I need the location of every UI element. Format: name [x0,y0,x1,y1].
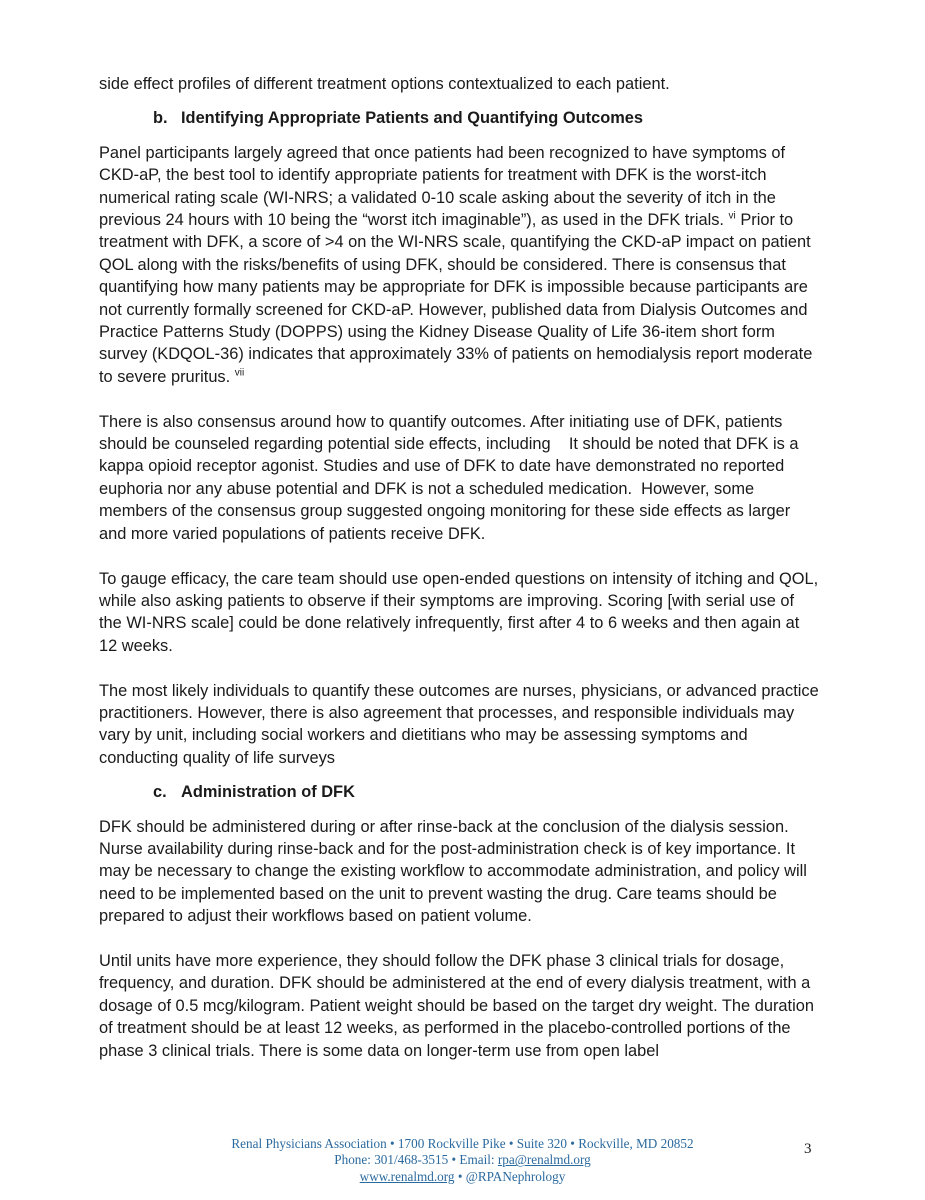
section-heading-b [99,107,821,129]
email-link[interactable]: rpa@renalmd.org [497,1152,591,1168]
paragraph [99,142,821,388]
page-number: 3 [804,1141,812,1157]
document-body [99,73,821,1084]
section-marker: c. [153,783,167,802]
paragraph-text: Prior to treatment with DFK, a score of >4 on the WI-NRS scale, quantifying the CKD-aP impact on patient QOL along with the risks/benefits of using DFK, should be considered. There is consensus that quantifying how many patients may be appropriate for DFK is impossible because participants are not currently formally screened for CKD-aP. However, published data from Dialysis Outcomes and Practice Patterns Study (DOPPS) using the Kidney Disease Quality of Life 36-item short form survey (KDQOL-36) indicates that approximately 33% of patients on hemodialysis report moderate to severe pruritus. [99,211,813,386]
section-marker: b. [153,109,168,128]
continued-paragraph: side effect profiles of different treatment options contextualized to each patient. [99,75,670,93]
page-footer [0,1136,925,1185]
paragraph: There is also consensus around how to quantify outcomes. After initiating use of DFK, patients should be counseled regarding potential side effects, including It should be noted that DFK is a kappa opioid receptor agonist. Studies and use of DFK to date have demonstrated no reported euphoria nor any abuse potential and DFK is not a scheduled medication. However, some members of the consensus group suggested ongoing monitoring for these side effects as larger and more varied populations of patients receive DFK. [99,412,804,543]
footer-contact [0,1152,925,1168]
section-title: Administration of DFK [181,783,355,802]
endnote-ref: vii [234,367,245,379]
footer-address: Renal Physicians Association • 1700 Rockville Pike • Suite 320 • Rockville, MD 20852 [231,1136,694,1151]
footer-social: • @RPANephrology [454,1168,566,1184]
paragraph: The most likely individuals to quantify these outcomes are nurses, physicians, or advanced practice practitioners. However, there is also agreement that processes, and responsible individuals may vary by unit, including social workers and dietitians who may be assessing symptoms and conducting quality of life surveys [99,681,819,767]
website-link[interactable]: www.renalmd.org [359,1168,455,1184]
footer-web [0,1169,925,1185]
paragraph: Until units have more experience, they should follow the DFK phase 3 clinical trials for dosage, frequency, and duration. DFK should be administered at the end of every dialysis treatment, with a dosage of 0.5 mcg/kilogram. Patient weight should be based on the target dry weight. The duration of treatment should be at least 12 weeks, as performed in the placebo-controlled portions of the phase 3 clinical trials. There is some data on longer-term use from open label [99,951,814,1060]
paragraph: DFK should be administered during or after rinse-back at the conclusion of the dialysis session. Nurse availability during rinse-back and for the post-administration check is of key importance. It may be necessary to change the existing workflow to accommodate administration, and policy will need to be implemented based on the unit to prevent wasting the drug. Care teams should be prepared to adjust their workflows based on patient volume. [99,817,807,926]
footer-phone: Phone: 301/468-3515 • Email: [334,1152,498,1168]
paragraph: To gauge efficacy, the care team should use open-ended questions on intensity of itching and QOL, while also asking patients to observe if their symptoms are improving. Scoring [with serial use of the WI-NRS scale] could be done relatively infrequently, first after 4 to 6 weeks and then again at 12 weeks. [99,569,819,655]
endnote-ref: vi [728,210,736,222]
paragraph-text: Panel participants largely agreed that once patients had been recognized to have symptoms of CKD-aP, the best tool to identify appropriate patients for treatment with DFK is the worst-itch numerical rating scale (WI-NRS; a validated 0-10 scale asking about the severity of itch in the previous 24 hours with 10 being the “worst itch imaginable”), as used in the DFK trials. [99,143,786,230]
section-heading-c [99,781,821,803]
section-title: Identifying Appropriate Patients and Quantifying Outcomes [181,109,644,128]
